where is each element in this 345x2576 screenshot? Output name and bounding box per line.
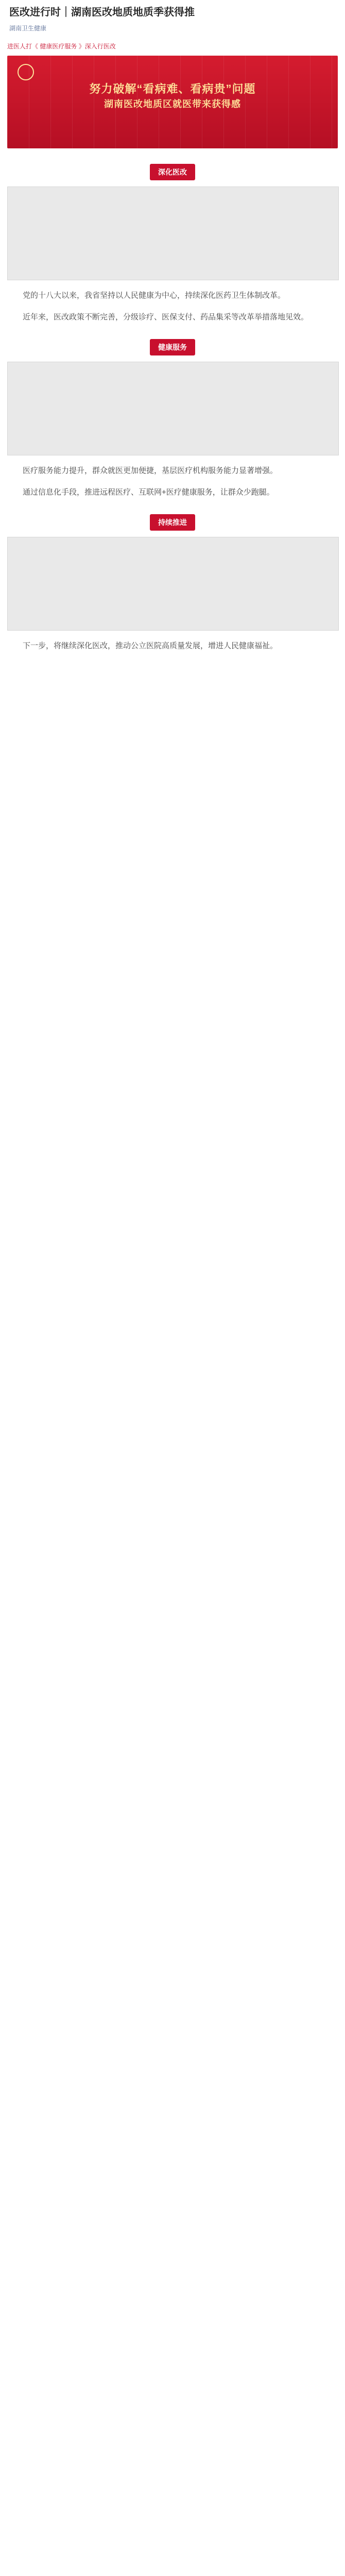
section-title: 健康服务 [150, 339, 195, 355]
section-title: 持续推进 [150, 514, 195, 531]
content-image [7, 537, 339, 631]
content-image [7, 362, 339, 455]
section-title: 深化医改 [150, 164, 195, 180]
emblem-icon [18, 64, 34, 80]
hero-section [7, 42, 338, 148]
hero-headline-2: 湖南医改地质区就医带来获得感 [104, 99, 241, 109]
hero-headline-1: 努力破解“看病难、看病贵”问题 [89, 82, 256, 95]
content-image [7, 187, 339, 280]
tagline-prefix: 进医人打《 [7, 43, 39, 50]
paragraph: 通过信息化手段，推进远程医疗、互联网+医疗健康服务，让群众少跑腿。 [23, 488, 274, 497]
paragraph: 下一步，将继续深化医改，推动公立医院高质量发展，增进人民健康福祉。 [23, 641, 278, 650]
content-section-1 [7, 164, 338, 324]
content-section-2 [7, 339, 338, 499]
paragraph: 近年来，医改政策不断完善，分级诊疗、医保支付、药品集采等改革举措落地见效。 [23, 313, 309, 321]
tagline-link[interactable]: 健康医疗服务 [40, 43, 77, 50]
content-section-3 [7, 514, 338, 652]
hero-banner [7, 56, 338, 148]
paragraph: 党的十八大以来，我省坚持以人民健康为中心，持续深化医药卫生体制改革。 [23, 291, 286, 300]
article-header [0, 0, 345, 32]
article-title: 医改进行时｜湖南医改地质地质季获得推 [9, 7, 195, 18]
paragraph: 医疗服务能力提升，群众就医更加便捷，基层医疗机构服务能力显著增强。 [23, 466, 278, 475]
tagline [7, 42, 338, 50]
tagline-suffix: 》深入行医改 [78, 43, 116, 50]
publisher-link[interactable]: 湖南卫生健康 [9, 25, 47, 32]
